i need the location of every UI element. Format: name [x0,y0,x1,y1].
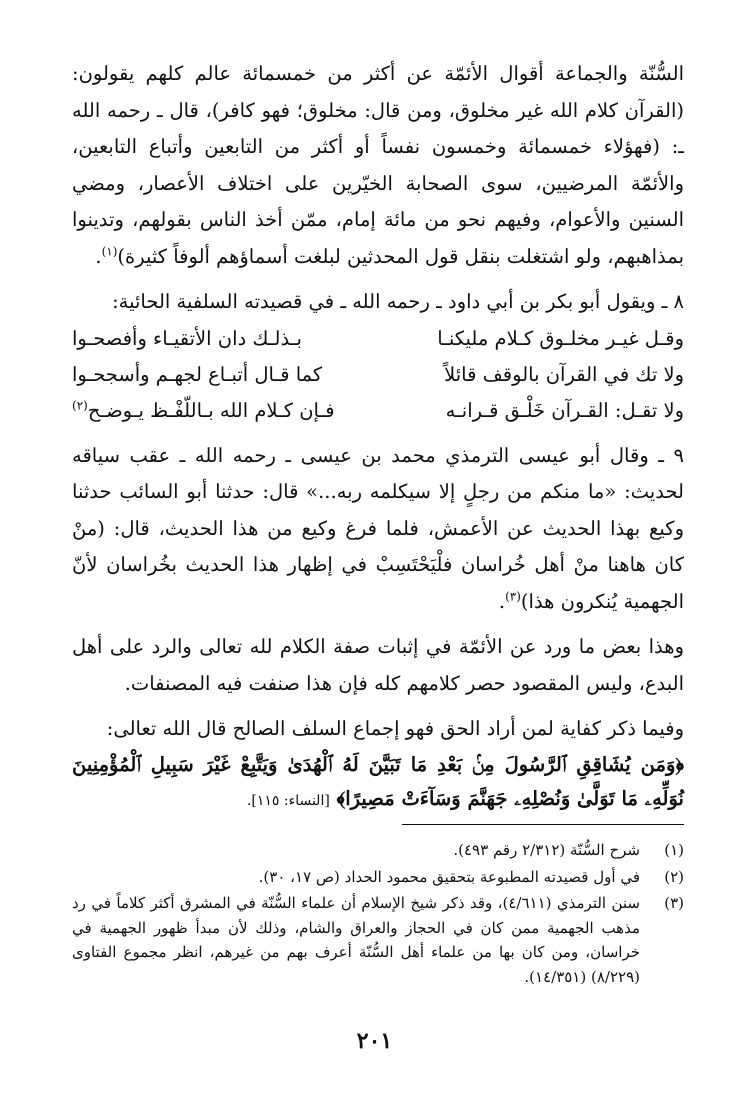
poem-hemistich-right: ولا تك في القرآن بالوقف قائلاً [444,362,684,386]
footnote [72,838,684,863]
poem-hemistich-left: بـذلـك دان الأتقيـاء وأفصحـوا [72,326,302,350]
paragraph-3-end: . [498,589,506,613]
paragraph-1-text: السُّنّة والجماعة أقوال الأئمّة عن أكثر من خمسمائة عالم كلهم يقولون: (القرآن كلام الله غير مخلوق، ومن قال: مخلوق؛ فهو كافر)، قال ـ رحمه الله ـ: (فهؤلاء خمسمائة وخمسون نفساً أو أكثر من التابعين وأتباع التابعين، والأئمّة المرضيين، سوى الصحابة الخيّرين على اختلاف الأعصار، ومضي السنين والأعوام، وفيهم نحو من مائة إمام، ممّن أخذ الناس بقولهم، وتدينوا بمذاهبهم، ولو اشتغلت بنقل قول المحدثين لبلغت أسماؤهم ألوفاً كثيرة) [72,62,684,268]
footnote-ref-3: (٣) [505,589,521,603]
footnotes [72,838,684,991]
paragraph-3 [72,438,684,621]
footnote-ref-1: (١) [101,244,118,258]
footnote-text: شرح السُّنّة (٢/٣١٢ رقم ٤٩٣). [453,841,640,859]
paragraph-1-end: . [95,244,102,268]
quran-verse [72,748,684,818]
poem-verse [72,393,684,429]
paragraph-2: ٨ ـ ويقول أبو بكر بن أبي داود ـ رحمه الله ـ في قصيدته السلفية الحائية: [112,290,684,313]
footnote [72,891,684,989]
footnote-number: (٣) [664,894,684,912]
footnote-ref-2: (٢) [72,398,88,412]
poem-verse [72,321,684,357]
footnote [72,865,684,890]
poem-verse [72,357,684,393]
paragraph-4: وهذا بعض ما ورد عن الأئمّة في إثبات صفة الكلام لله تعالى والرد على أهل البدع، وليس المقصود حصر كلامهم كله فإن هذا صنفت فيه المصنفات. [72,635,684,695]
poem-hemistich-right: ولا تقـل: القـرآن خَلْـق قـرانـه [445,398,684,422]
poem-hemistich-left [72,393,335,429]
quran-reference: [النساء: ١١٥]. [246,792,330,809]
page-number: ٢٠١ [356,1028,393,1054]
poem-hemistich-left-text: فـإن كـلام الله بـاللّفْـظ يـوضـح [87,398,335,422]
paragraph-3-text: ٩ ـ وقال أبو عيسى الترمذي محمد بن عيسى ـ رحمه الله ـ عقب سياقه لحديث: «ما منكم من رجلٍ إلا سيكلمه ربه...» قال: حدثنا أبو السائب حدثنا وكيع بهذا الحديث عن الأعمش، فلما فرغ وكيع من هذا الحديث، قال: (منْ كان هاهنا منْ أهل خُراسان فلْيَحْتَسِبْ في إظهار هذا الحديث بخُراسان لأنّ الجهمية يُنكرون هذا) [72,443,684,613]
quran-text: ﴿وَمَن يُشَاقِقِ ٱلرَّسُولَ مِنۢ بَعْدِ مَا تَبَيَّنَ لَهُ ٱلْهُدَىٰ وَيَتَّبِعْ غَيْرَ سَبِيلِ ٱلْمُؤْمِنِينَ نُوَلِّهِۦ مَا تَوَلَّىٰ وَنُصْلِهِۦ جَهَنَّمَ وَسَآءَتْ مَصِيرًا﴾ [72,752,684,810]
paragraph-5: وفيما ذكر كفاية لمن أراد الحق فهو إجماع السلف الصالح قال الله تعالى: [106,717,684,740]
poem [72,321,684,429]
footnote-number: (١) [664,841,684,859]
footnote-divider [402,824,684,825]
poem-hemistich-left: كما قـال أتبـاع لجهـم وأسجحـوا [72,362,323,386]
footnote-number: (٢) [664,867,684,886]
footnote-text: سنن الترمذي (٤/٦١١)، وقد ذكر شيخ الإسلام أن علماء السُّنّة في المشرق أكثر كلاماً في رد مذهب الجهمية ممن كان في الحجاز والعراق والشام، وذلك لأن مبدأ ظهور الجهمية في خراسان، ومن كان بها من علماء أهل السُّنّة أعرف بهم من غيرهم، انظر مجموع الفتاوى (٨/٢٢٩) (١٤/٣٥١). [72,894,640,986]
poem-hemistich-right: وقـل غيـر مخلـوق كـلام مليكنـا [437,326,684,350]
footnote-text: في أول قصيدته المطبوعة بتحقيق محمود الحداد (ص ١٧، ٣٠). [258,867,640,886]
paragraph-1 [72,56,684,275]
main-text [72,56,684,818]
